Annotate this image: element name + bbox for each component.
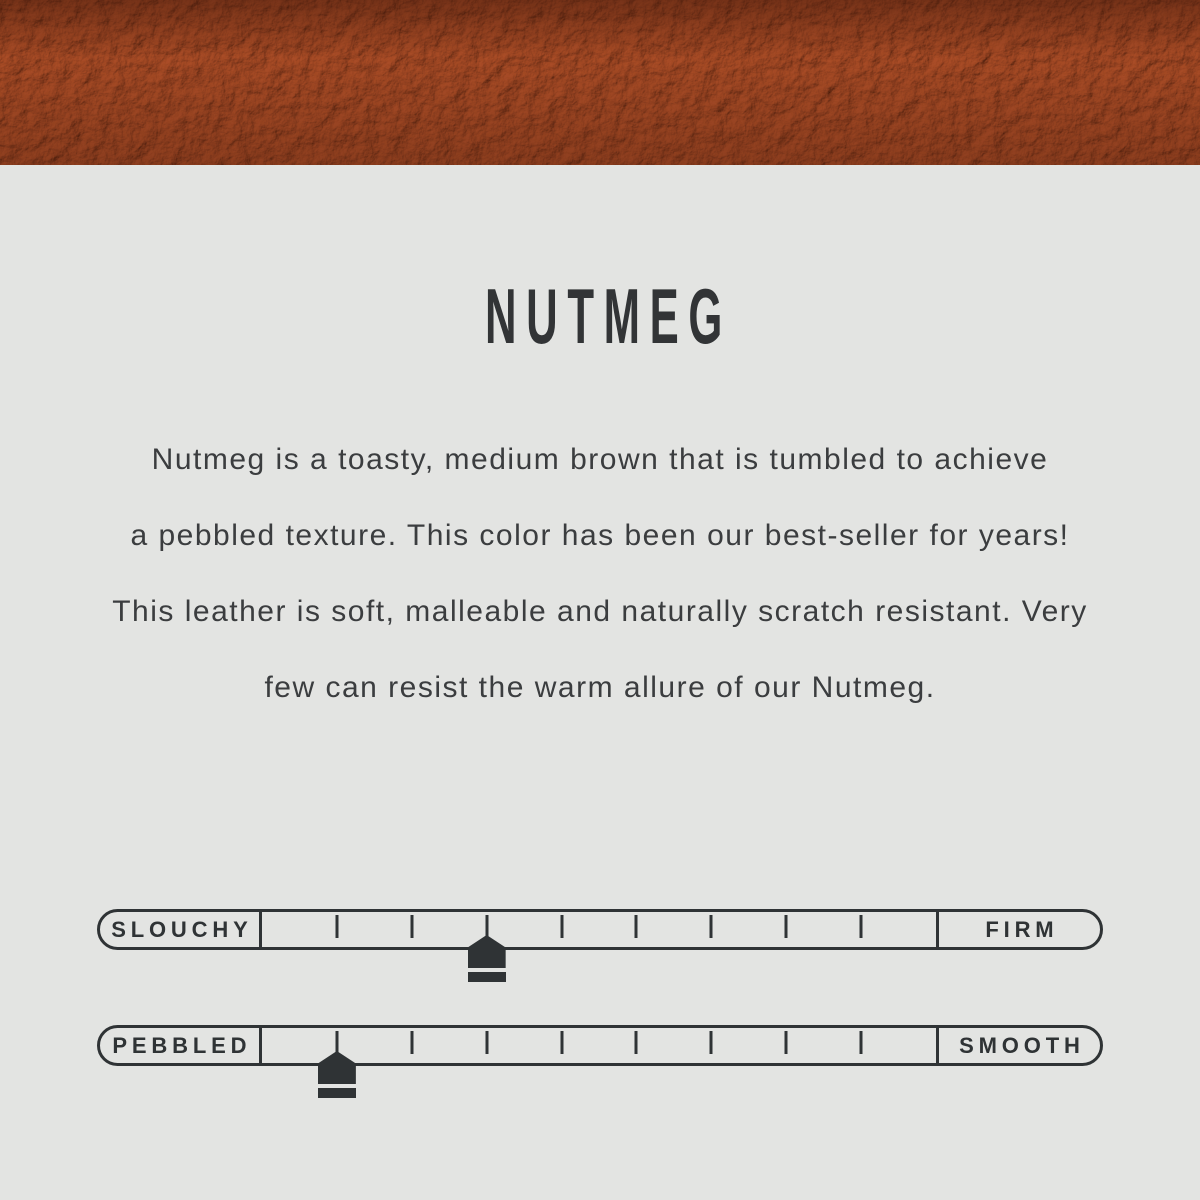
marker-bar <box>318 1088 356 1098</box>
scale-capsule <box>97 909 1103 950</box>
title-row <box>0 272 1200 360</box>
scale-left-label: PEBBLED <box>112 1032 252 1058</box>
scale-right-label: FIRM <box>985 916 1059 942</box>
scale-tick <box>710 915 713 938</box>
marker-head-icon <box>318 1051 356 1084</box>
scale-track <box>259 1028 939 1063</box>
scale-tick <box>335 915 338 938</box>
scale-right-label: SMOOTH <box>959 1032 1085 1058</box>
scale-marker <box>318 1051 356 1098</box>
firmness-scale <box>97 909 1103 950</box>
scale-tick <box>635 1031 638 1054</box>
description-line: This leather is soft, malleable and naturally scratch resistant. Very <box>112 595 1088 628</box>
scale-tick <box>785 1031 788 1054</box>
scale-tick <box>710 1031 713 1054</box>
scale-tick <box>860 1031 863 1054</box>
texture-scale <box>97 1025 1103 1066</box>
scale-tick <box>410 1031 413 1054</box>
description-paragraph <box>0 422 1200 726</box>
scale-tick <box>785 915 788 938</box>
page-title: NUTMEG <box>485 272 733 360</box>
scale-tick <box>635 915 638 938</box>
scale-marker <box>468 935 506 982</box>
scale-tick <box>860 915 863 938</box>
description-line: few can resist the warm allure of our Nutmeg. <box>264 671 936 704</box>
marker-head-icon <box>468 935 506 968</box>
scale-tick <box>560 915 563 938</box>
marker-bar <box>468 972 506 982</box>
scale-tick <box>485 1031 488 1054</box>
scale-tick <box>560 1031 563 1054</box>
scale-capsule <box>97 1025 1103 1066</box>
description-line: Nutmeg is a toasty, medium brown that is tumbled to achieve <box>151 443 1049 476</box>
scale-tick <box>410 915 413 938</box>
leather-texture-svg <box>0 0 1200 165</box>
scale-left-label: SLOUCHY <box>111 916 253 942</box>
description-line: a pebbled texture. This color has been our best-seller for years! <box>130 519 1070 552</box>
leather-texture-image <box>0 0 1200 165</box>
scale-track <box>259 912 939 947</box>
